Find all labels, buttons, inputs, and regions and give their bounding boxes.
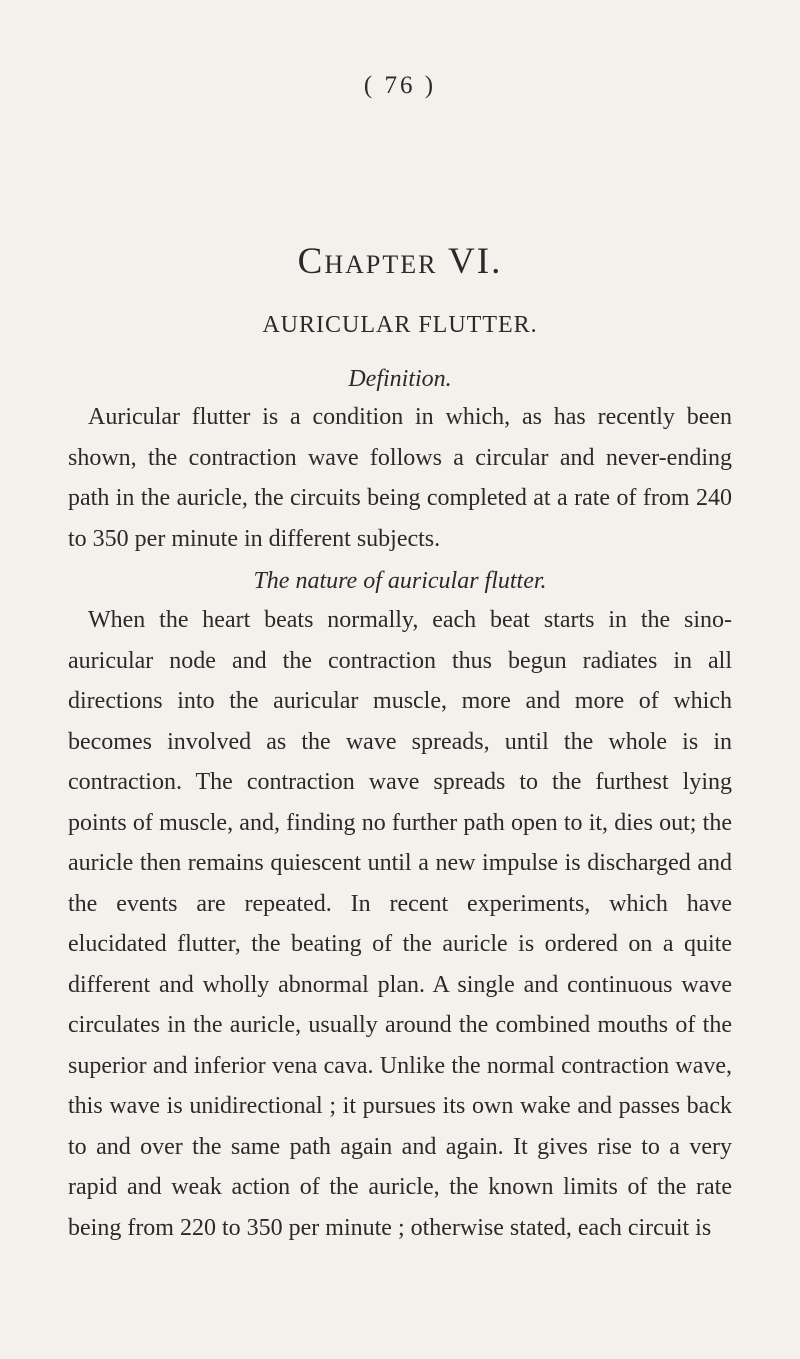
chapter-heading: Chapter VI. <box>297 241 503 282</box>
page-number: ( 76 ) <box>363 72 437 99</box>
definition-heading: Definition. <box>348 366 452 392</box>
nature-heading: The nature of auricular flutter. <box>253 568 547 594</box>
chapter-title: AURICULAR FLUTTER. <box>262 312 538 338</box>
definition-paragraph: Auricular flutter is a condition in which, as has recently been shown, the contraction wave follows a circular and never-ending path in the auricle, the circuits being completed at a rate of from 240 to 350 per minute in different subjects. <box>68 404 732 552</box>
nature-paragraph: When the heart beats normally, each beat starts in the sino-auricular node and the contraction thus begun radiates in all directions into the auricular muscle, more and more of which becomes involved as the wave spreads, until the whole is in contraction. The contraction wave spreads to the furthest lying points of muscle, and, finding no further path open to it, dies out; the auricle then remains quiescent until a new impulse is discharged and the events are repeated. In recent experiments, which have elucidated flutter, the beating of the auricle is ordered on a quite different and wholly abnormal plan. A single and continuous wave circulates in the auricle, usually around the combined mouths of the superior and inferior vena cava. Unlike the normal contraction wave, this wave is unidirectional ; it pursues its own wake and passes back to and over the same path again and again. It gives rise to a very rapid and weak action of the auricle, the known limits of the rate being from 220 to 350 per minute ; otherwise stated, each circuit is <box>68 607 732 1241</box>
